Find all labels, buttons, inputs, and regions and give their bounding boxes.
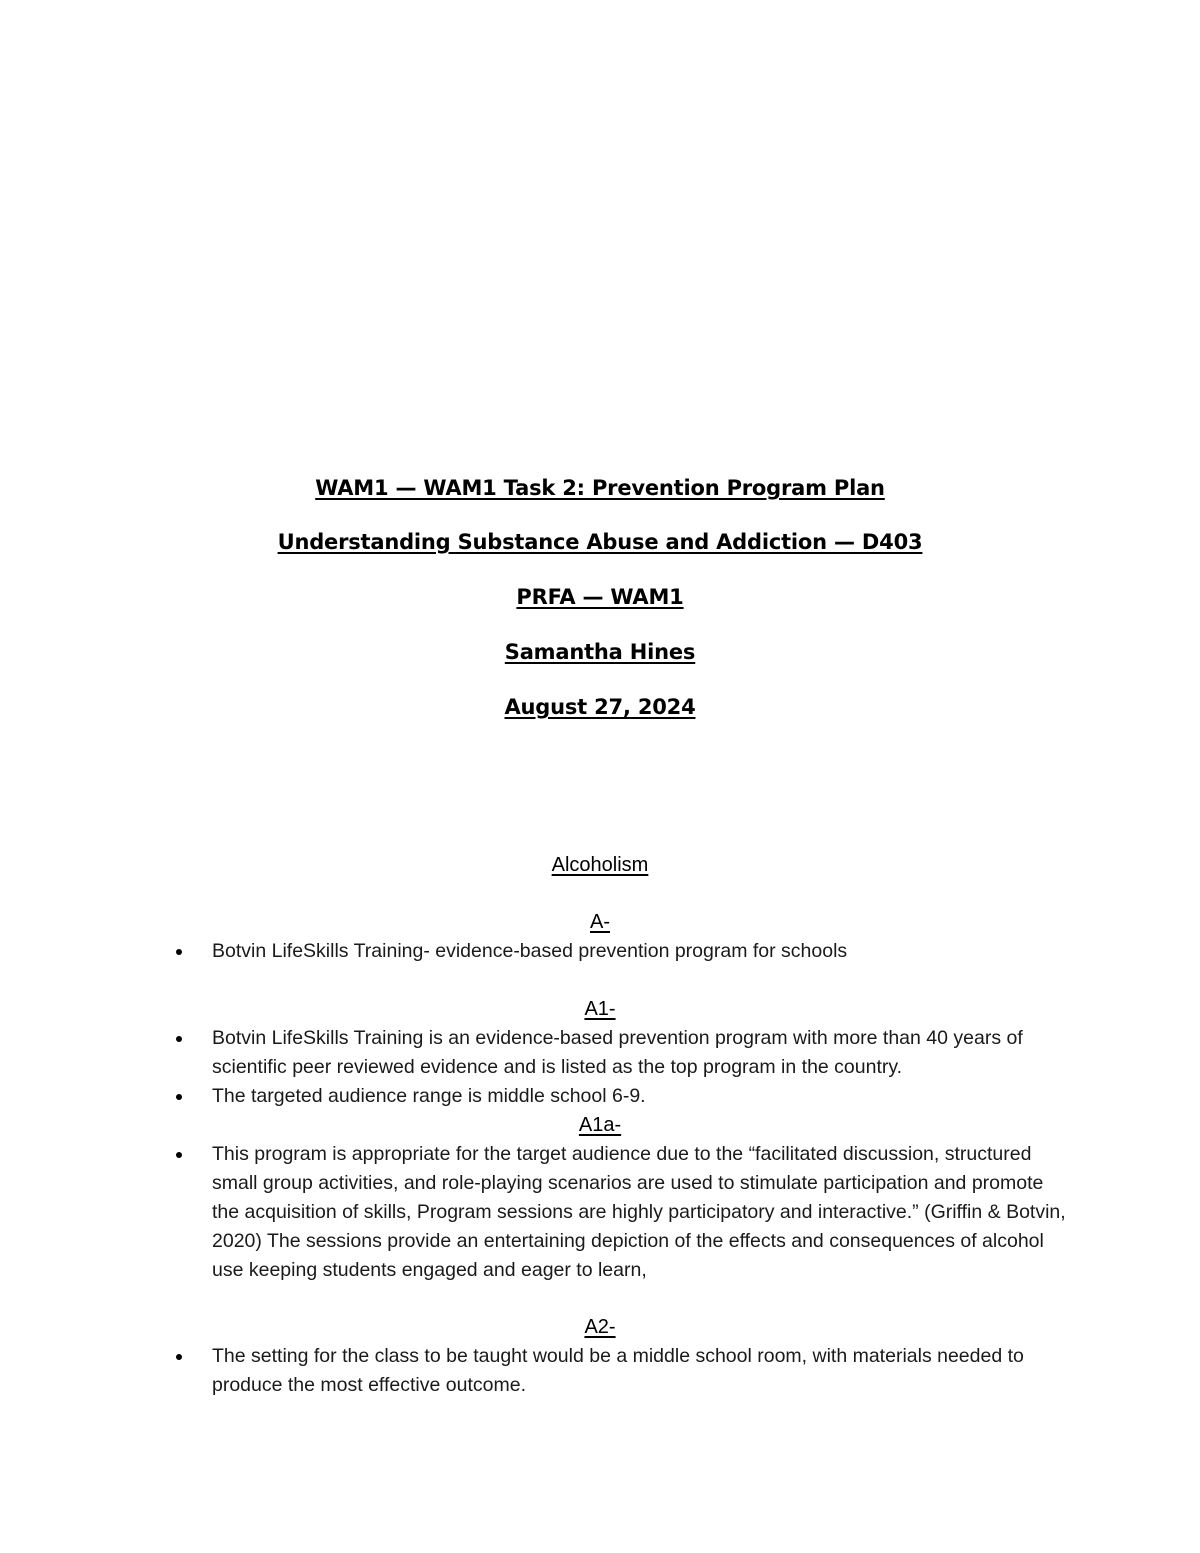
topic-heading: Alcoholism [551,854,649,876]
list-item-text: Botvin LifeSkills Training is an evidence-based prevention program with more than 40 years of scientific peer reviewed evidence and is listed as the top program in the country. [212,1027,1023,1078]
program-code: PRFA — WAM1 [516,585,684,609]
section-a-list [172,937,1072,966]
bullet-icon [176,949,182,955]
list-item-text: The setting for the class to be taught would be a middle school room, with materials needed to produce the most effective outcome. [212,1345,1024,1396]
course-title: Understanding Substance Abuse and Addiction — D403 [277,530,923,554]
section-a-heading: A- [590,911,610,933]
section-a1a-heading: A1a- [578,1114,622,1136]
list-item [172,1082,1072,1111]
list-item [172,1140,1072,1285]
bullet-icon [176,1094,182,1100]
author-name: Samantha Hines [504,640,696,664]
section-a2-list [172,1342,1072,1400]
bullet-icon [176,1036,182,1042]
list-item [172,1342,1072,1400]
bullet-icon [176,1152,182,1158]
list-item-text: Botvin LifeSkills Training- evidence-based prevention program for schools [212,940,848,962]
section-a2-heading: A2- [584,1316,616,1338]
list-item [172,1024,1072,1082]
list-item [172,937,1072,966]
section-a1-list [172,1024,1072,1111]
list-item-text: This program is appropriate for the target audience due to the “facilitated discussion, structured small group activities, and role-playing scenarios are used to stimulate participation and promote the acquisition of skills, Program sessions are highly participatory and interactive.” (Griffin & Botvin, 2020) The sessions provide an entertaining depiction of the effects and consequences of alcohol use keeping students engaged and eager to learn, [212,1143,1066,1281]
section-a1a-list [172,1140,1072,1285]
document-date: August 27, 2024 [504,695,696,719]
list-item-text: The targeted audience range is middle school 6-9. [212,1085,646,1107]
document-title: WAM1 — WAM1 Task 2: Prevention Program Plan [315,476,885,500]
bullet-icon [176,1354,182,1360]
section-a1-heading: A1- [584,998,616,1020]
